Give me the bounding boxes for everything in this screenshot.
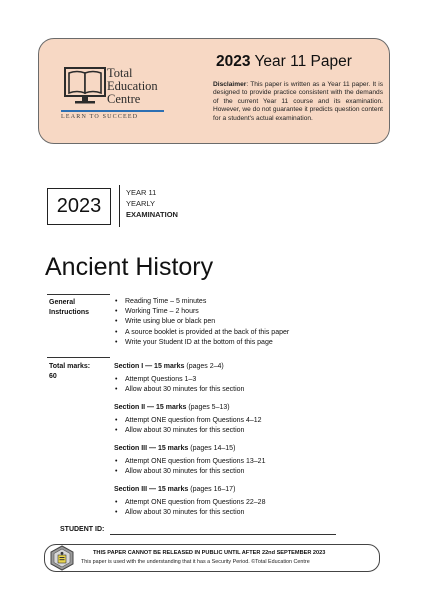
exam-label: EXAMINATION [126,210,178,219]
security-notice: This paper is used with the understanding that it has a Security Period. ©Total Education Centre [81,559,310,565]
section-2-title: Section II — 15 marks [114,404,187,411]
logo-name-line3: Centre [107,92,141,106]
security-seal-icon [49,545,75,571]
total-marks-text: Total marks: [49,363,91,370]
total-marks-value: 60 [49,372,57,380]
section-3-pages: (pages 14–15) [190,445,236,452]
list-item: • Write using blue or black pen [115,317,289,327]
logo-wordmark [107,67,158,106]
total-marks-rule [47,357,110,358]
section-3-heading [114,445,235,452]
paper-title [216,53,352,71]
section-3-list [115,457,265,477]
section-3-title: Section III — 15 marks [114,445,189,452]
list-item: • Allow about 30 minutes for this section [115,385,244,395]
section-1-pages: (pages 2–4) [186,363,224,370]
general-instructions-label-line1: General [49,299,76,306]
logo-underline [61,110,164,112]
disclaimer-text: : This paper is written as a Year 11 paper. It is designed to provide practice consistent with the demands of the current Year 11 course and its examination. However, we do not guarantee it predicts question content for a student's actual examination. [213,81,383,122]
list-item: • Working Time – 2 hours [115,307,289,317]
student-id-field[interactable] [110,534,336,535]
general-instructions-label [49,298,89,317]
list-item: • Reading Time – 5 minutes [115,297,289,307]
exam-description [126,187,178,220]
list-item: • Attempt Questions 1–3 [115,375,244,385]
section-4-heading [114,486,235,493]
general-instructions-list [115,297,289,348]
header-panel [38,38,390,144]
section-1-list [115,375,244,395]
release-notice: THIS PAPER CANNOT BE RELEASED IN PUBLIC UNTIL AFTER 22nd SEPTEMBER 2023 [93,550,326,556]
instructions-rule [47,294,110,295]
section-4-pages: (pages 16–17) [190,486,236,493]
exam-level: YEAR 11 [126,188,157,197]
list-item: • Attempt ONE question from Questions 22–28 [115,498,265,508]
disclaimer [213,81,383,123]
total-marks-label [49,362,90,381]
section-1-heading [114,363,224,370]
security-footer [44,544,380,572]
section-2-heading [114,404,230,411]
section-4-list [115,498,265,518]
list-item: • Write your Student ID at the bottom of this page [115,338,289,348]
logo-name-line1: Total [107,66,133,80]
subject-title: Ancient History [45,253,214,281]
logo-name-line2: Education [107,79,158,93]
exam-type: YEARLY [126,199,156,208]
disclaimer-label: Disclaimer [213,81,247,88]
total-education-centre-logo [61,63,191,123]
paper-title-text: Year 11 Paper [254,53,352,70]
section-1-title: Section I — 15 marks [114,363,185,370]
list-item: • Attempt ONE question from Questions 4–12 [115,416,262,426]
section-2-list [115,416,262,436]
list-item: • Allow about 30 minutes for this section [115,467,265,477]
student-id-label: STUDENT ID: [60,526,105,533]
paper-year: 2023 [216,53,251,70]
exam-year: 2023 [56,195,102,217]
list-item: • Allow about 30 minutes for this section [115,426,262,436]
list-item: • A source booklet is provided at the back of this paper [115,328,289,338]
section-2-pages: (pages 5–13) [188,404,230,411]
exam-divider [119,185,120,227]
exam-year-box [47,188,111,225]
list-item: • Allow about 30 minutes for this section [115,508,265,518]
open-book-monitor-icon [61,65,111,107]
general-instructions-label-line2: Instructions [49,308,90,316]
list-item: • Attempt ONE question from Questions 13–21 [115,457,265,467]
logo-tagline: LEARN TO SUCCEED [61,114,139,120]
section-4-title: Section III — 15 marks [114,486,189,493]
